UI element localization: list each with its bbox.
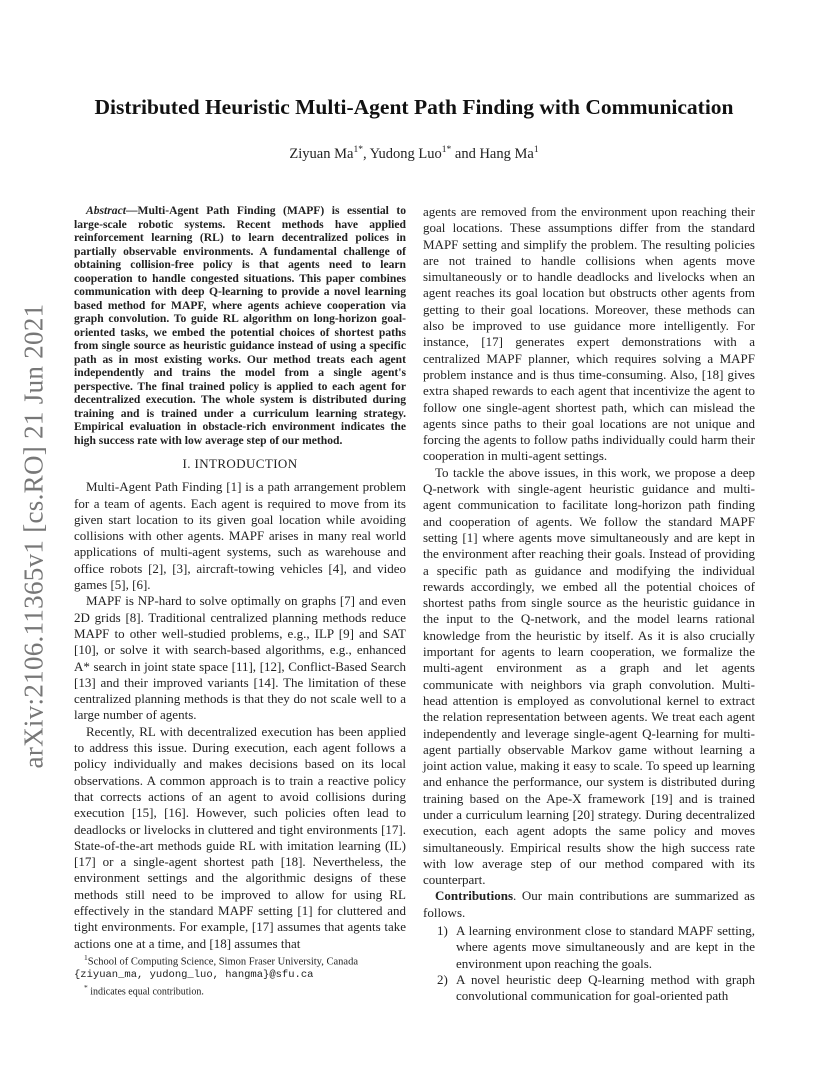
footnote [74,952,406,999]
author-affiliation-mark: 1* [353,145,363,155]
section-heading: I. INTRODUCTION [182,456,298,471]
contributions-list [423,923,755,1004]
paper-title: Distributed Heuristic Multi-Agent Path Finding with Communication [94,95,734,119]
arxiv-identifier: arXiv:2106.11365v1 [cs.RO] 21 Jun 2021 [18,303,49,769]
contributions-paragraph [423,888,755,921]
list-number: 2) [437,971,448,987]
paragraph: Multi-Agent Path Finding [1] is a path arrangement problem for a team of agents. Each agent is required to move from its given start location to its given goal location while avoiding collisions with other agents. MAPF arises in many real world applications of multi-agent systems, such as warehouse and office robots [2], [3], aircraft-towing vehicles [4], and video games [5], [6]. [74,479,406,593]
paragraph: Recently, RL with decentralized execution has been applied to address this issue. During execution, each agent follows a policy individually and makes decisions based on its local observations. A common approach is to train a reactive policy that corrects actions of an agent to avoid collisions during execution [15], [16]. However, such policies often lead to deadlocks or livelocks in cluttered and tight environments [17]. State-of-the-art methods guide RL with imitation learning (IL) [17] or a single-agent shortest path [18]. Nevertheless, the environment settings and the algorithmic designs of these methods still need to be improved to allow for using RL effectively in the standard MAPF setting [1] for cluttered and tight environments. For example, [17] assumes that agents take actions one at a time, and [18] assumes that [74,723,406,951]
paragraph: To tackle the above issues, in this work, we propose a deep Q-network with single-agent heuristic guidance and multi-agent communication to facilitate long-horizon path finding and cooperation of agents. We follow the standard MAPF setting [1] where agents move simultaneously and are kept in the environment after reaching their goals. Instead of providing a specific path as guidance and modifying the individual rewards accordingly, we embed all the potential choices of shortest paths from single source as the heuristic guidance in the input to the Q-network, and the model learns rational knowledge from the heuristic by itself. As it is also crucially important for agents to learn cooperation, we formalize the multi-agent environment as a graph and let agents communicate with neighbors via graph convolution. Multi-head attention is employed as convolutional kernel to extract the relation representation between agents. We treat each agent independently and leverage single-agent Q-learning for multi-agent partially observable Markov game without learning a joint action value, making it easy to scale. To speed up learning and enhance the performance, our system is distributed during training based on the Ape-X framework [19] and is trained under a curriculum learning [20] strategy. During decentralized execution, each agent adopts the same policy and moves simultaneously. Empirical results show the high success rate with low average step of our method compared with its counterpart. [423,464,755,888]
abstract-text: Multi-Agent Path Finding (MAPF) is essential to large-scale robotic systems. Recent methods have applied reinforcement learning (RL) to learn decentralized polices in partially observable environments. A fundamental challenge of obtaining collision-free policy is that agents need to learn cooperation to handle congested situations. This paper combines communication with deep Q-learning to provide a novel learning based method for MAPF, where agents achieve cooperation via graph convolution. To guide RL algorithm on long-horizon goal-oriented tasks, we embed the potential choices of shortest paths from single source as heuristic guidance instead of using a specific path as in most existing works. Our method treats each agent independently and trains the model from a single agent's perspective. The final trained policy is applied to each agent for decentralized execution. The whole system is distributed during training and is trained under a curriculum learning strategy. Empirical evaluation in obstacle-rich environment indicates the high success rate with low average step of our method. [74,204,406,447]
footnote-equal-contribution [74,982,406,999]
paragraph: MAPF is NP-hard to solve optimally on graphs [7] and even 2D grids [8]. Traditional centralized planning methods reduce MAPF to other well-studied problems, e.g., ILP [9] and SAT [10], or solve it with search-based algorithms, e.g., enhanced A* search in joint state space [11], [12], Conflict-Based Search [13] and their improved variants [14]. The limitation of these centralized planning methods is that they do not scale well to a large number of agents. [74,593,406,723]
author-name: Yudong Luo [369,145,442,162]
author-separator: , [362,145,370,162]
footnote-mark: 1 [84,953,88,962]
list-item [423,923,755,972]
author-separator: and [451,145,480,162]
abstract-label: Abstract— [86,204,138,217]
contributions-intro: . Our main contributions are summarized as follows. [423,888,755,920]
abstract [74,204,406,447]
right-column [423,204,755,1005]
list-number: 1) [437,923,448,939]
author-affiliation-mark: 1* [441,145,452,155]
footnote-mark: * [84,982,88,992]
list-text: A novel heuristic deep Q-learning method with graph convolutional communication for goal-oriented path [456,971,755,1004]
paragraph: agents are removed from the environment upon reaching their goal locations. These assumptions differ from the standard MAPF setting and simplify the problem. The resulting policies are not trained to handle collisions when agents move simultaneously or to handle deadlocks and livelocks when an agent reaches its goal location but obstructs other agents from getting to their goal locations. Moreover, these methods can also be improved to use guidance more intelligently. For instance, [17] generates expert demonstrations with a centralized MAPF planner, which requires solving a MAPF problem instance and is thus time-consuming. Also, [18] gives extra shaped rewards to each agent that incentivize the agent to follow one single-agent shortest path, which can mislead the agents since paths to their goal locations are not unique and forcing the agents to follow paths individually could harm their cooperation in multi-agent settings. [423,204,755,464]
footnote-equal-text: indicates equal contribution. [90,986,204,998]
footnote-emails: {ziyuan_ma, yudong_luo, hangma}@sfu.ca [74,969,314,982]
author-name: Ziyuan Ma [289,145,354,162]
footnote-affiliation [74,952,406,969]
author-affiliation-mark: 1 [533,145,539,155]
author-line [60,145,768,163]
author-name: Hang Ma [479,145,534,162]
list-text: A learning environment close to standard MAPF setting, where agents move simultaneously and are kept in the environment upon reaching the goals. [456,923,755,971]
left-column [74,204,406,952]
footnote-affiliation-text: School of Computing Science, Simon Fraser University, Canada [87,956,358,968]
contributions-label: Contributions [435,888,514,904]
list-item [423,972,755,1005]
